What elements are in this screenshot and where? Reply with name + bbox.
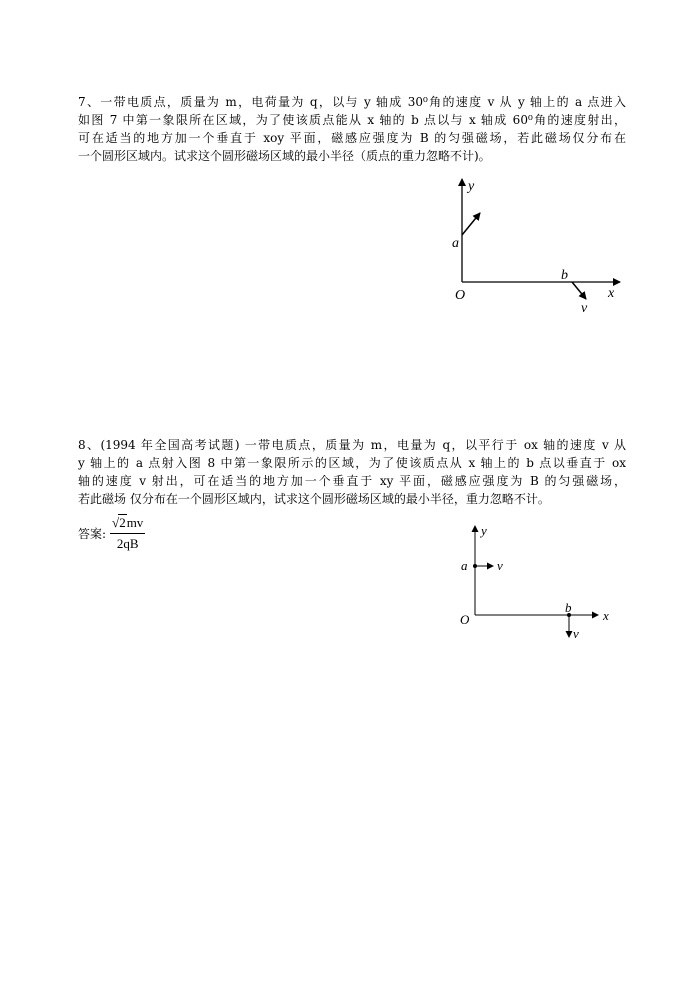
figure-8-a-label: a [461, 558, 468, 573]
figure-7-velocity-b [572, 282, 586, 299]
figure-7-y-label: y [468, 179, 475, 194]
answer-label: 答案: [78, 526, 107, 541]
figure-8-v-a-label: v [497, 558, 503, 573]
problem-7-line: 如图 7 中第一象限所在区域，为了使该质点能从 x 轴的 b 点以与 x 轴成 60⁰角的速度射出， [78, 113, 626, 127]
problem-8-line: y 轴上的 a 点射入图 8 中第一象限所示的区域，为了使该质点从 x 轴上的 b 点以垂直于 ox [78, 456, 626, 470]
figure-8-v-b-label: v [573, 626, 579, 641]
problem-7-line: 7、一带电质点，质量为 m，电荷量为 q，以与 y 轴成 30⁰角的速度 v 从 y 轴上的 a 点进入 [78, 95, 626, 109]
problem-7-line: 可在适当的地方加一个垂直于 xoy 平面，磁感应强度为 B 的匀强磁场，若此磁场仅分布在 [78, 131, 626, 145]
figure-8-b-label: b [565, 600, 572, 615]
problem-8-line: 轴的速度 v 射出，可在适当的地方加一个垂直于 xy 平面，磁感应强度为 B 的匀强磁场， [78, 474, 626, 488]
problem-7-line: 一个圆形区域内。试求这个圆形磁场区域的最小半径（质点的重力忽略不计)。 [78, 149, 491, 163]
figure-7-v-label: v [581, 301, 588, 316]
answer [78, 514, 145, 552]
answer-denominator: 2qB [116, 536, 139, 551]
figure-8-x-label: x [603, 608, 609, 623]
answer-numerator-rest: mv [126, 515, 144, 530]
figure-7 [440, 175, 630, 320]
problem-8-line: 若此磁场 仅分布在一个圆形区域内，试求这个圆形磁场区域的最小半径，重力忽略不计。 [78, 492, 550, 506]
figure-7-a-label: a [452, 236, 459, 251]
figure-8-origin-label: O [460, 612, 470, 627]
figure-7-origin-label: O [455, 288, 466, 303]
answer-sqrt: 2 [119, 515, 126, 530]
problem-8 [78, 436, 626, 508]
figure-8-y-label: y [481, 523, 487, 538]
figure-8 [448, 520, 618, 645]
problem-7 [78, 93, 626, 165]
figure-7-velocity-a [462, 213, 480, 235]
answer-fraction [110, 514, 145, 552]
figure-7-x-label: x [608, 286, 615, 301]
figure-7-b-label: b [561, 268, 568, 283]
answer-numerator: √2mv [110, 514, 145, 534]
problem-8-line: 8、(1994 年全国高考试题) 一带电质点，质量为 m，电量为 q，以平行于 ox 轴的速度 v 从 [78, 438, 626, 452]
